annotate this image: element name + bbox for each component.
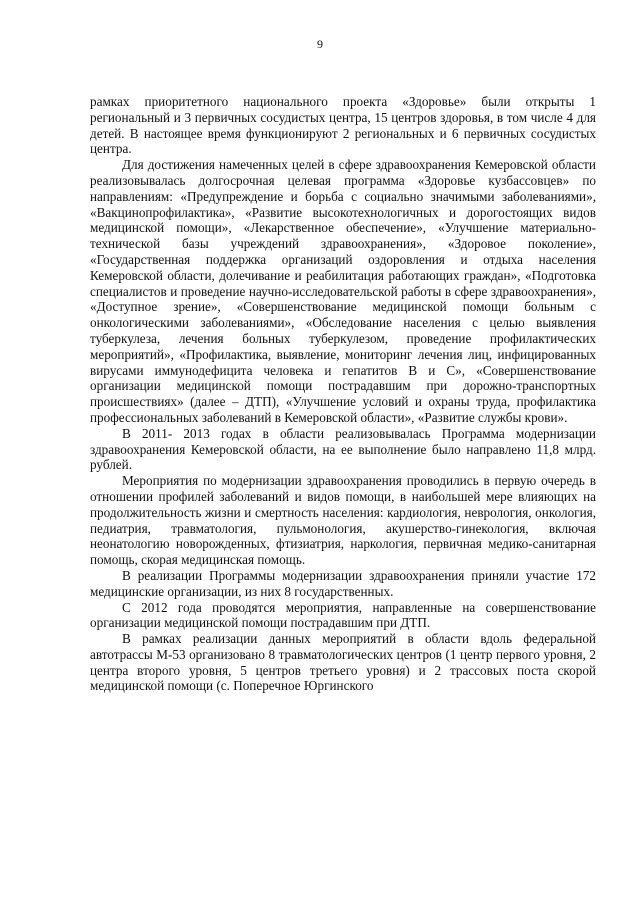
paragraph-1: рамках приоритетного национального проекта «Здоровье» были открыты 1 региональный и 3 первичных сосудистых центра, 15 центров здоровья, в том числе 4 для детей. В настоящее время функционируют 2 региональных и 6 первичных сосудистых центра. [90, 94, 596, 157]
paragraph-3: В 2011- 2013 годах в области реализовывалась Программа модернизации здравоохранения Кемеровской области, на ее выполнение было направлено 11,8 млрд. рублей. [90, 425, 596, 473]
paragraph-7: В рамках реализации данных мероприятий в области вдоль федеральной автотрассы М-53 организовано 8 травматологических центров (1 центр первого уровня, 2 центра второго уровня, 5 центров третьего уровня) и 2 трассовых поста скорой медицинской помощи (с. Поперечное Юргинского [90, 631, 596, 694]
page-number: 9 [317, 37, 323, 51]
document-body [90, 94, 596, 694]
paragraph-5: В реализации Программы модернизации здравоохранения приняли участие 172 медицинские организации, из них 8 государственных. [90, 567, 596, 599]
paragraph-6: С 2012 года проводятся мероприятия, направленные на совершенствование организации медицинской помощи пострадавшим при ДТП. [90, 599, 596, 631]
paragraph-4: Мероприятия по модернизации здравоохранения проводились в первую очередь в отношении профилей заболеваний и видов помощи, в наибольшей мере влияющих на продолжительность жизни и смертность населения: кардиология, неврология, онкология, педиатрия, травматология, пульмонология, акушерство-гинекология, включая неонатологию новорожденных, фтизиатрия, наркология, первичная медико-санитарная помощь, скорая медицинская помощь. [90, 473, 596, 568]
paragraph-2: Для достижения намеченных целей в сфере здравоохранения Кемеровской области реализовывалась долгосрочная целевая программа «Здоровье кузбассовцев» по направлениям: «Предупреждение и борьба с социально значимыми заболеваниями», «Вакцинопрофилактика», «Развитие высокотехнологичных и дорогостоящих видов медицинской помощи», «Лекарственное обеспечение», «Улучшение материально-технической базы учреждений здравоохранения», «Здоровое поколение», «Государственная поддержка организаций оздоровления и отдыха населения Кемеровской области, долечивание и реабилитация работающих граждан», «Подготовка специалистов и проведение научно-исследовательской работы в сфере здравоохранения», «Доступное зрение», «Совершенствование медицинской помощи больным с онкологическими заболеваниями», «Обследование населения с целью выявления туберкулеза, лечения больных туберкулезом, проведение профилактических мероприятий», «Профилактика, выявление, мониторинг лечения лиц, инфицированных вирусами иммунодефицита человека и гепатитов В и С», «Совершенствование организации медицинской помощи пострадавшим при дорожно-транспортных происшествиях» (далее – ДТП), «Улучшение условий и охраны труда, профилактика профессиональных заболеваний в Кемеровской области», «Развитие службы крови». [90, 157, 596, 425]
